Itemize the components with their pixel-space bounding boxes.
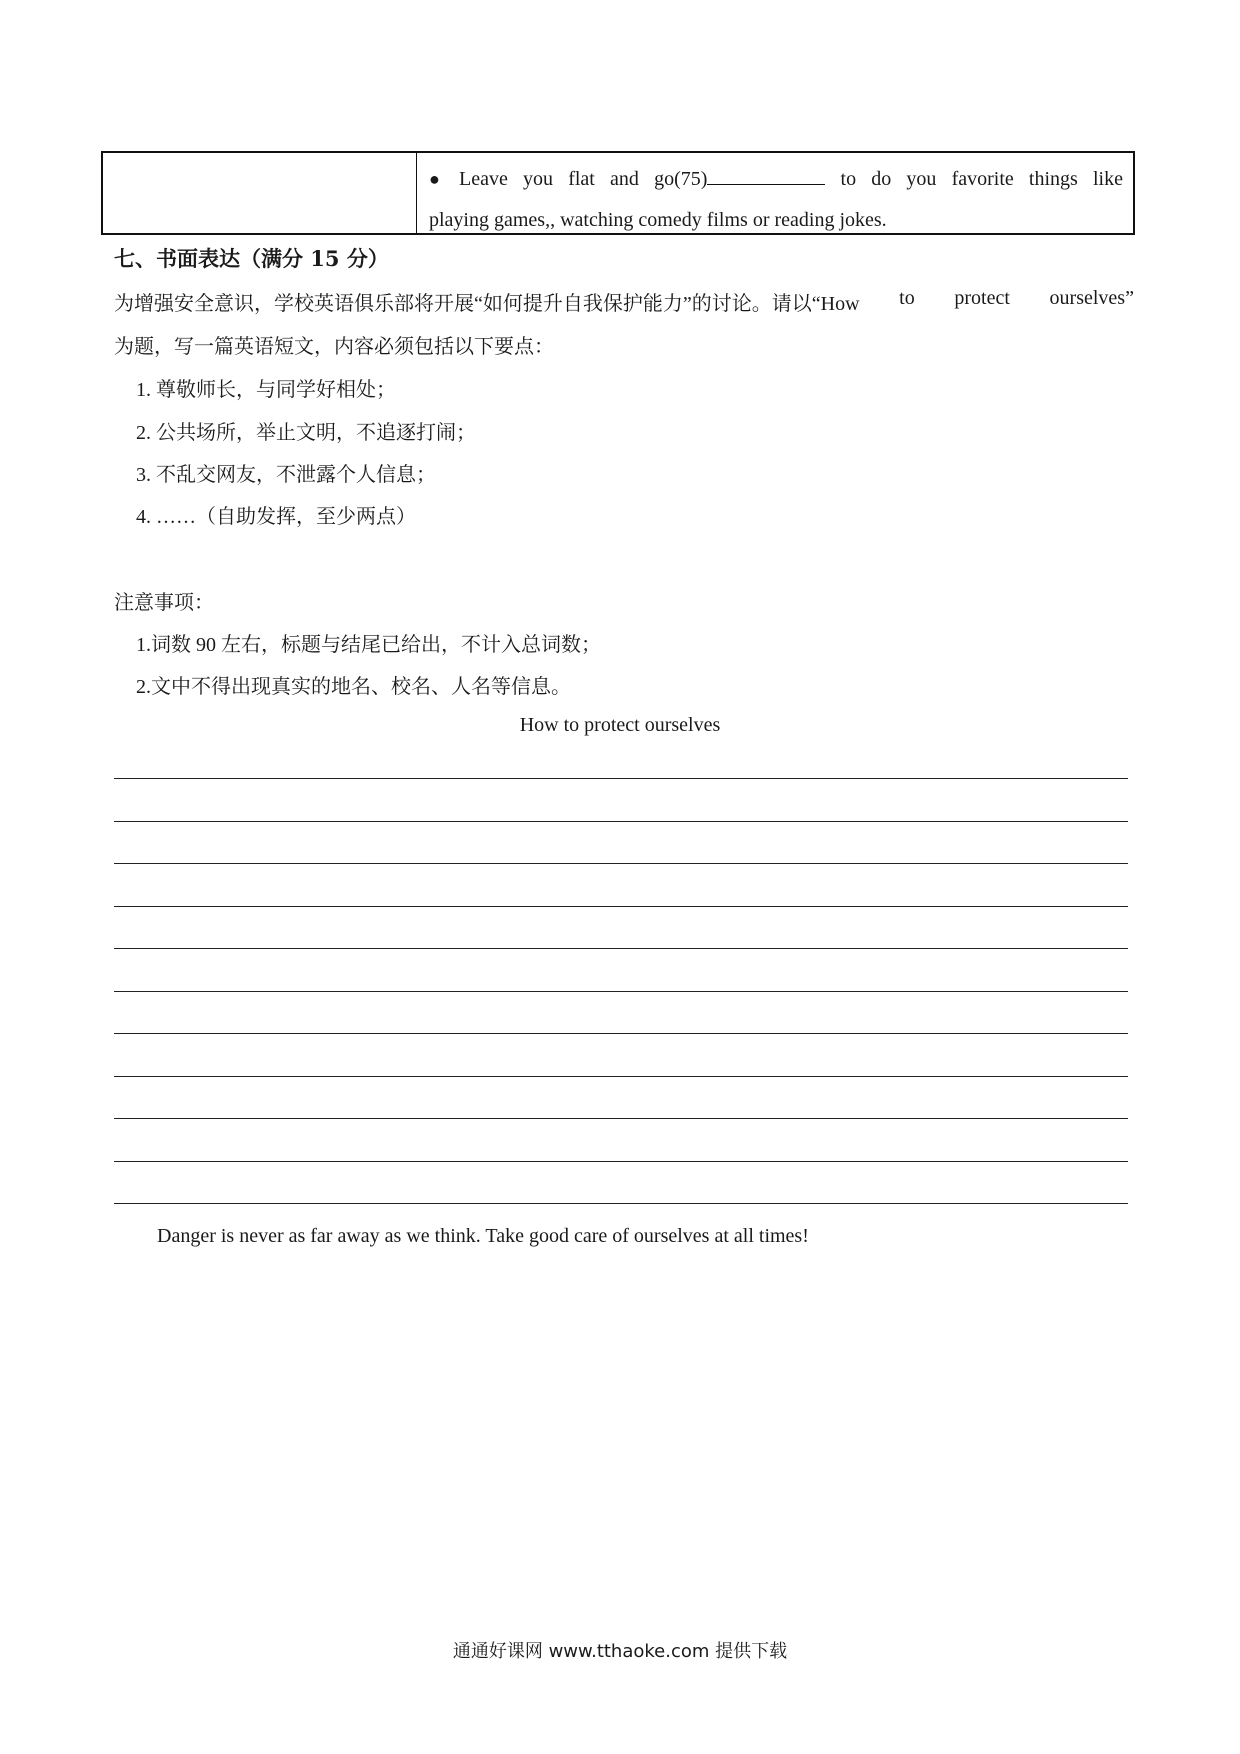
word: and [610, 168, 639, 190]
answer-table-fragment [101, 151, 1135, 235]
footer-watermark: 通通好课网 www.tthaoke.com 提供下载 [452, 1641, 788, 1662]
note-1: 1.词数 90 左右，标题与结尾已给出，不计入总词数； [136, 634, 601, 656]
point-1: 1. 尊敬师长，与同学好相处； [136, 379, 396, 401]
point-3: 3. 不乱交网友，不泄露个人信息； [136, 464, 436, 486]
writing-line[interactable] [114, 1203, 1128, 1204]
writing-line[interactable] [114, 906, 1128, 907]
essay-title: How to protect ourselves [519, 714, 721, 736]
notes-title: 注意事项： [114, 592, 214, 614]
closing-sentence: Danger is never as far away as we think. Take good care of ourselves at all times! [157, 1225, 809, 1247]
word: you [523, 168, 554, 190]
question-75-label: go(75) [654, 159, 825, 200]
writing-line[interactable] [114, 1033, 1128, 1034]
writing-line[interactable] [114, 1161, 1128, 1162]
table-left-cell [103, 153, 417, 233]
point-4: 4. ……（自助发挥，至少两点） [136, 506, 416, 528]
writing-line[interactable] [114, 948, 1128, 949]
word: things [1028, 168, 1078, 190]
intro-line-2: 为题，写一篇英语短文，内容必须包括以下要点： [114, 336, 554, 358]
intro-line-1 [114, 287, 1134, 316]
point-2: 2. 公共场所，举止文明，不追逐打闹； [136, 422, 476, 444]
section-title: 七、书面表达（满分 15 分） [114, 246, 389, 271]
writing-line[interactable] [114, 863, 1128, 864]
writing-line[interactable] [114, 821, 1128, 822]
word: to [840, 168, 857, 190]
word: flat [568, 168, 595, 190]
word: you [906, 168, 937, 190]
intro-part: 为增强安全意识，学校英语俱乐部将开展“如何提升自我保护能力”的讨论。请以“How [114, 293, 860, 315]
word: do [871, 168, 892, 190]
writing-line[interactable] [114, 1076, 1128, 1077]
writing-line[interactable] [114, 1118, 1128, 1119]
intro-part: to [899, 287, 915, 309]
table-line-1 [429, 159, 1123, 200]
word: favorite [951, 168, 1014, 190]
writing-line[interactable] [114, 778, 1128, 779]
word: Leave [459, 168, 508, 190]
intro-part: protect [954, 287, 1010, 309]
intro-part: ourselves” [1049, 287, 1134, 309]
table-right-cell [417, 153, 1133, 233]
bullet-icon: ● [429, 169, 440, 189]
word: like [1092, 168, 1123, 190]
note-2: 2.文中不得出现真实的地名、校名、人名等信息。 [136, 676, 571, 698]
table-line-2: playing games,, watching comedy films or reading jokes. [429, 209, 887, 231]
answer-blank-75[interactable] [707, 166, 825, 185]
writing-line[interactable] [114, 991, 1128, 992]
